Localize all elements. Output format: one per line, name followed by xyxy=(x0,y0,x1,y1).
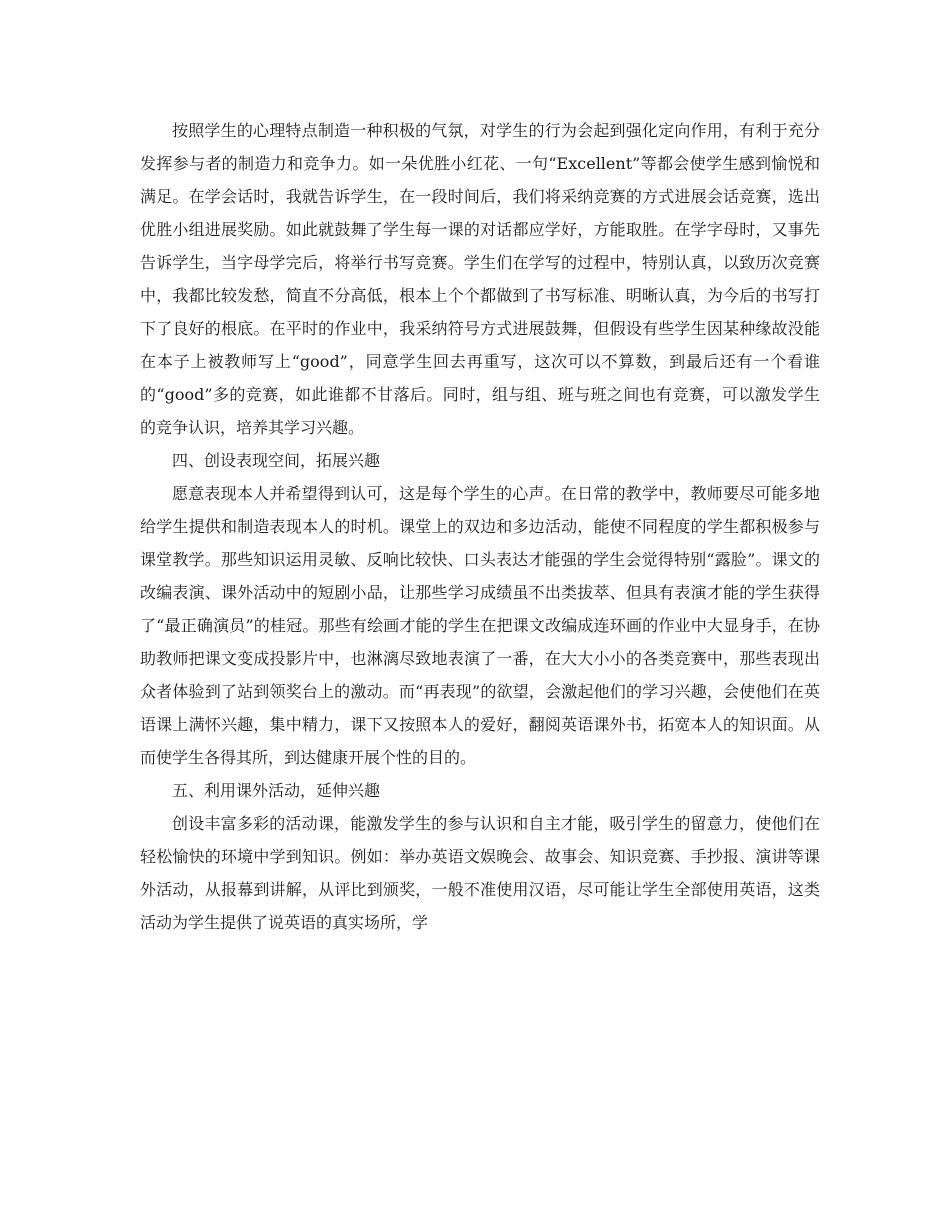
paragraph-expression: 愿意表现本人并希望得到认可，这是每个学生的心声。在日常的教学中，教师要尽可能多地给学生提供和制造表现本人的时机。课堂上的双边和多边活动，能使不同程度的学生都积极参与课堂教学。那些知识运用灵敏、反响比较快、口头表达才能强的学生会觉得特别“露脸”。课文的改编表演、课外活动中的短剧小品，让那些学习成绩虽不出类拔萃、但具有表演才能的学生获得了“最正确演员”的桂冠。那些有绘画才能的学生在把课文改编成连环画的作业中大显身手，在协助教师把课文变成投影片中，也淋漓尽致地表演了一番，在大大小小的各类竞赛中，那些表现出众者体验到了站到领奖台上的激动。而“再表现”的欲望，会激起他们的学习兴趣，会使他们在英语课上满怀兴趣，集中精力，课下又按照本人的爱好，翻阅英语课外书，拓宽本人的知识面。从而使学生各得其所，到达健康开展个性的目的。 xyxy=(140,484,820,767)
document-body xyxy=(140,114,820,939)
paragraph-competition: 按照学生的心理特点制造一种积极的气氛，对学生的行为会起到强化定向作用，有利于充分发挥参与者的制造力和竞争力。如一朵优胜小红花、一句“Excellent”等都会使学生感到愉悦和满足。在学会话时，我就告诉学生，在一段时间后，我们将采纳竞赛的方式进展会话竞赛，选出优胜小组进展奖励。如此就鼓舞了学生每一课的对话都应学好，方能取胜。在学字母时，又事先告诉学生，当字母学完后，将举行书写竞赛。学生们在学写的过程中，特别认真，以致历次竞赛中，我都比较发愁，简直不分高低，根本上个个都做到了书写标准、明晰认真，为今后的书写打下了良好的根底。在平时的作业中，我采纳符号方式进展鼓舞，但假设有些学生因某种缘故没能在本子上被教师写上“good”，同意学生回去再重写，这次可以不算数，到最后还有一个看谁的“good”多的竞赛，如此谁都不甘落后。同时，组与组、班与班之间也有竞赛，可以激发学生的竞争认识，培养其学习兴趣。 xyxy=(140,121,820,437)
paragraph-activities: 创设丰富多彩的活动课，能激发学生的参与认识和自主才能，吸引学生的留意力，使他们在轻松愉快的环境中学到知识。例如：举办英语文娱晚会、故事会、知识竞赛、手抄报、演讲等课外活动，从报幕到讲解，从评比到颁奖，一般不准使用汉语，尽可能让学生全部使用英语，这类活动为学生提供了说英语的真实场所，学 xyxy=(140,814,820,932)
section-heading-four: 四、创设表现空间，拓展兴趣 xyxy=(172,451,381,470)
section-heading-five: 五、利用课外活动，延伸兴趣 xyxy=(172,781,381,800)
